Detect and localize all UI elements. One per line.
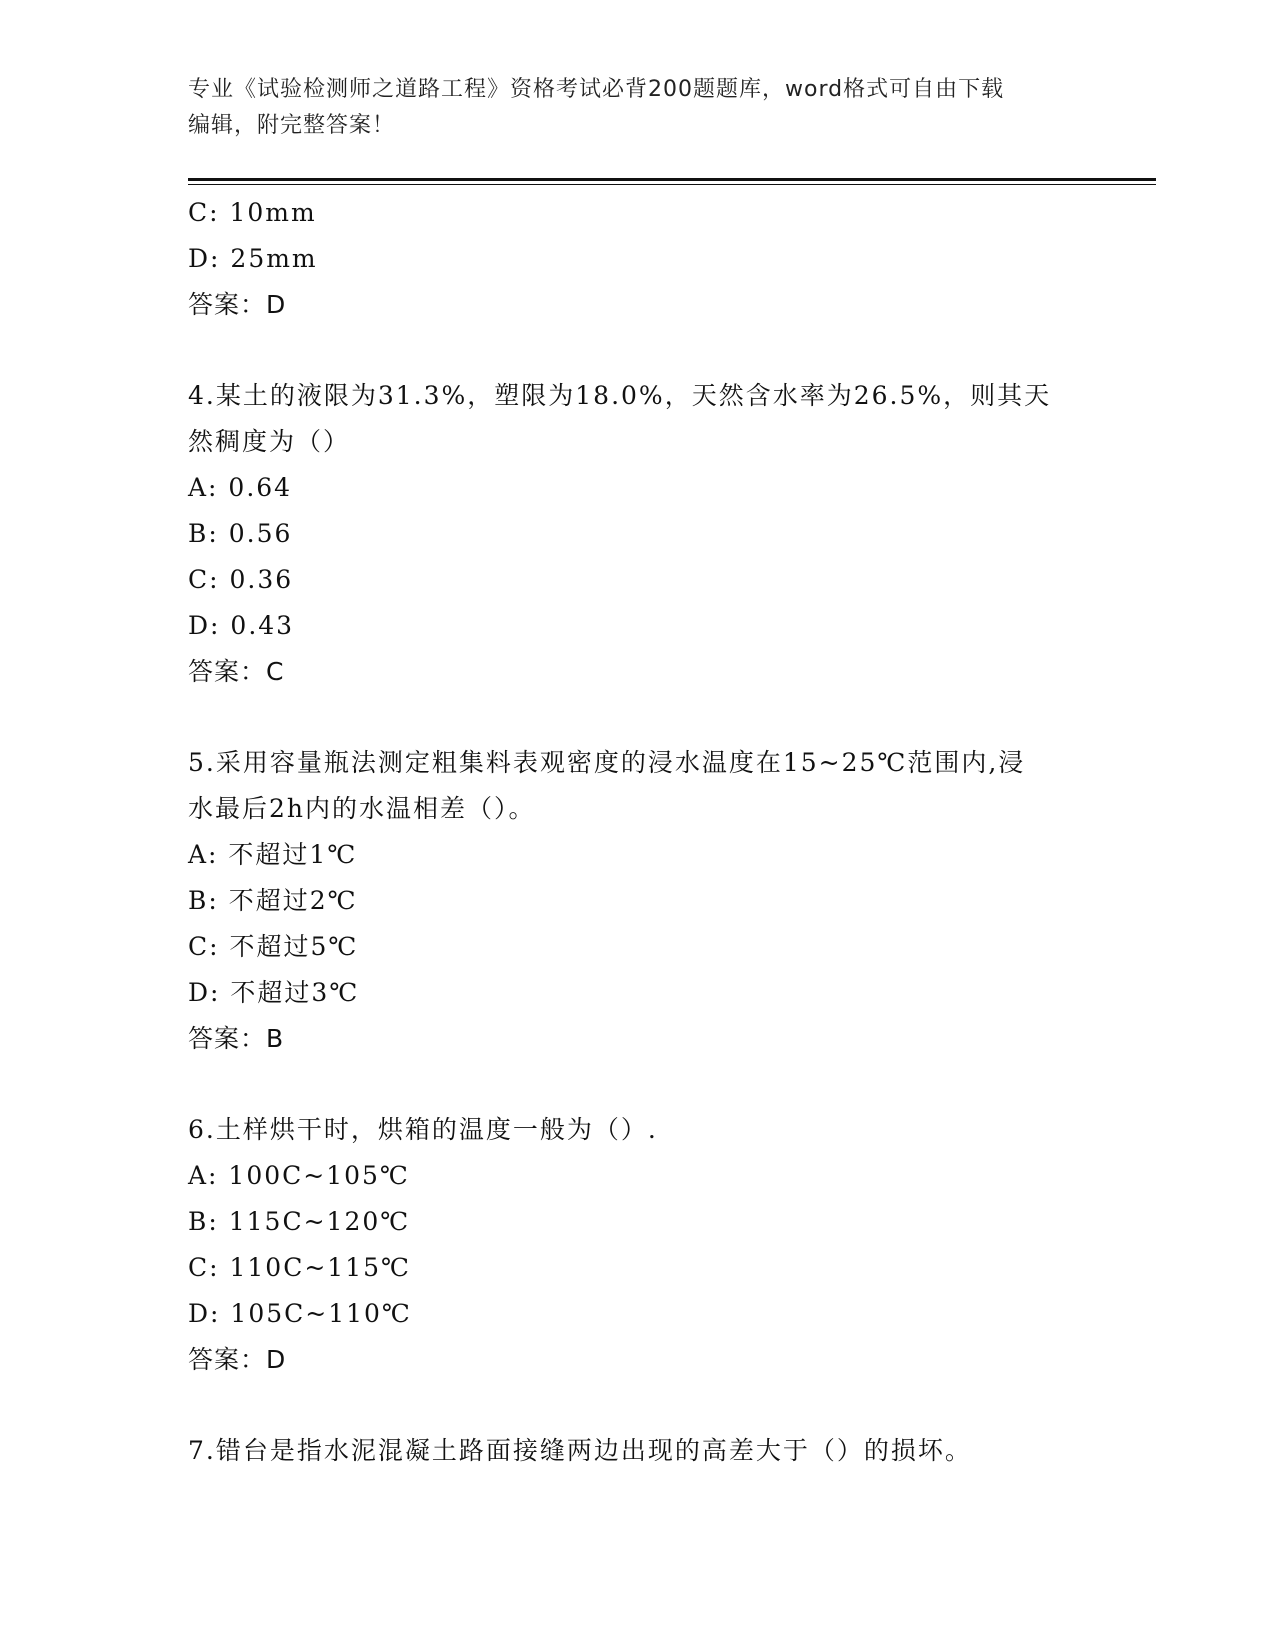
question-list	[188, 190, 1088, 1474]
question-3-fragment	[188, 190, 1088, 328]
answer-line: 答案：D	[188, 1345, 287, 1374]
question-6	[188, 1107, 1088, 1383]
option-b: B: 不超过2℃	[188, 886, 358, 915]
option-c: C: 10mm	[188, 198, 317, 227]
option-d: D: 0.43	[188, 611, 295, 640]
question-7	[188, 1428, 1088, 1474]
question-4	[188, 373, 1088, 695]
question-5	[188, 740, 1088, 1062]
option-b: B: 0.56	[188, 519, 293, 548]
option-c: C: 110C~115℃	[188, 1253, 411, 1282]
option-b: B: 115C~120℃	[188, 1207, 411, 1236]
option-c: C: 不超过5℃	[188, 932, 359, 961]
question-stem-line: 6.土样烘干时，烘箱的温度一般为（）.	[188, 1115, 658, 1144]
header-line-1: 专业《试验检测师之道路工程》资格考试必背200题题库，word格式可自由下载	[188, 77, 1005, 102]
header-divider-thick	[188, 178, 1156, 181]
question-stem-line: 水最后2h内的水温相差（）。	[188, 794, 536, 823]
question-stem-line: 5.采用容量瓶法测定粗集料表观密度的浸水温度在15~25℃范围内,浸	[188, 748, 1026, 777]
option-a: A: 0.64	[188, 473, 293, 502]
question-stem-line: 然稠度为（）	[188, 427, 351, 456]
option-c: C: 0.36	[188, 565, 294, 594]
option-d: D: 不超过3℃	[188, 978, 360, 1007]
document-header	[188, 72, 1068, 144]
answer-line: 答案：D	[188, 290, 287, 319]
question-stem-line: 4.某土的液限为31.3%，塑限为18.0%，天然含水率为26.5%，则其天	[188, 381, 1052, 410]
header-divider-thin	[188, 184, 1156, 185]
header-line-2: 编辑，附完整答案！	[188, 113, 396, 138]
option-d: D: 105C~110℃	[188, 1299, 412, 1328]
option-d: D: 25mm	[188, 244, 318, 273]
answer-line: 答案：C	[188, 657, 285, 686]
answer-line: 答案：B	[188, 1024, 285, 1053]
question-stem-line: 7.错台是指水泥混凝土路面接缝两边出现的高差大于（）的损坏。	[188, 1436, 972, 1465]
option-a: A: 不超过1℃	[188, 840, 358, 869]
option-a: A: 100C~105℃	[188, 1161, 410, 1190]
